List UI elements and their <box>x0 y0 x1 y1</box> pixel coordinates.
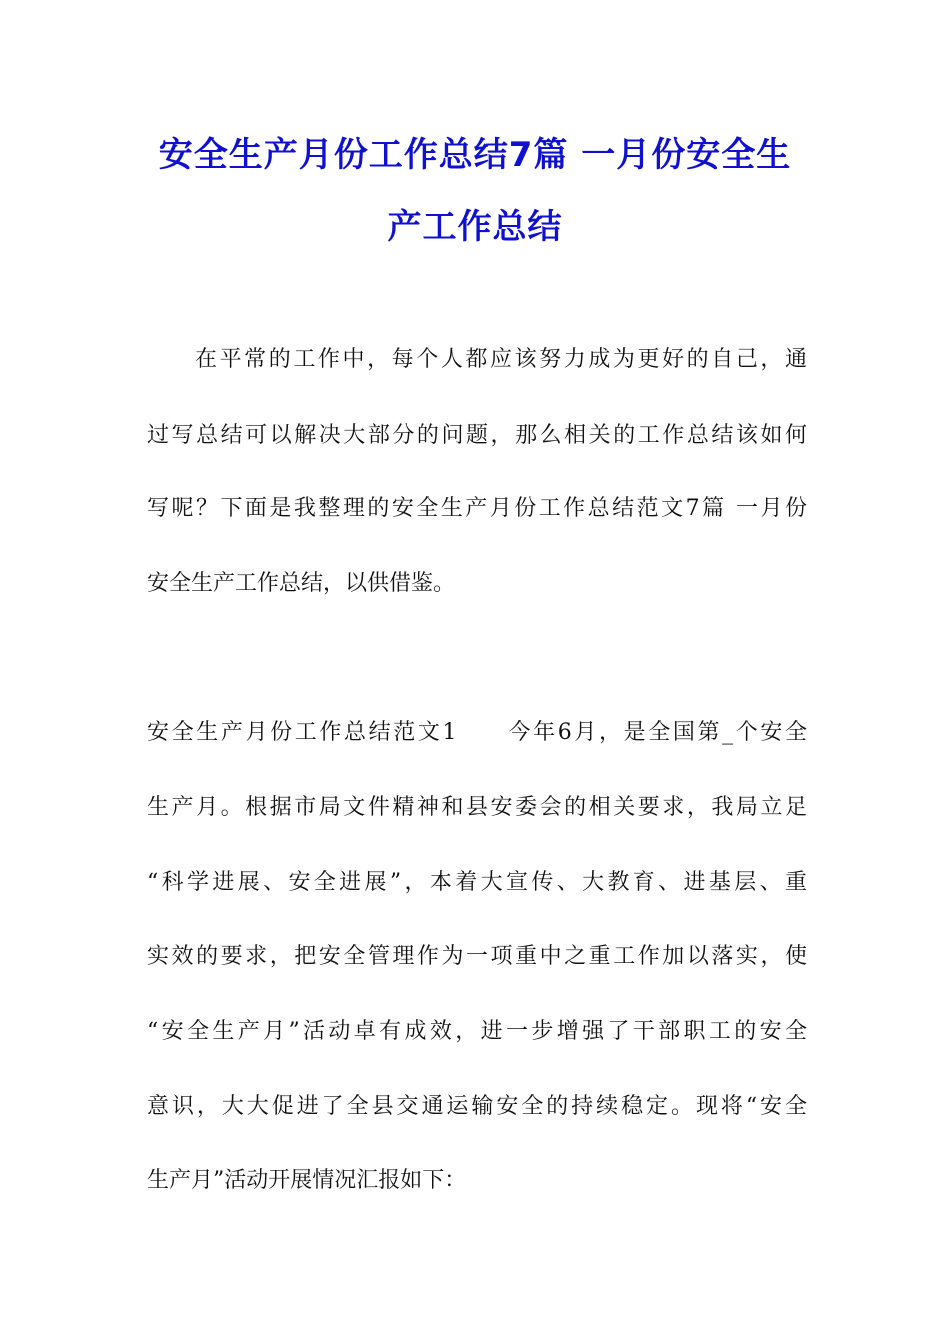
document-title-line-2: 产工作总结 <box>387 207 563 247</box>
section1-line-2: 生产月。根据市局文件精神和县安委会的相关要求，我局立足 <box>147 795 807 820</box>
intro-line-1: 在平常的工作中，每个人都应该努力成为更好的自己，通 <box>195 347 807 372</box>
section1-line-3: “科学进展、安全进展”，本着大宣传、大教育、进基层、重 <box>147 870 807 895</box>
intro-line-2: 过写总结可以解决大部分的问题，那么相关的工作总结该如何 <box>147 423 807 448</box>
document-title-line-1: 安全生产月份工作总结7篇 一月份安全生 <box>158 135 792 175</box>
section1-line-6: 意识，大大促进了全县交通运输安全的持续稳定。现将“安全 <box>147 1094 807 1119</box>
section1-line-7: 生产月”活动开展情况汇报如下： <box>147 1168 467 1193</box>
intro-line-3: 写呢？下面是我整理的安全生产月份工作总结范文7篇 一月份 <box>147 496 807 521</box>
intro-line-4: 安全生产工作总结，以供借鉴。 <box>147 571 456 596</box>
section1-line-1: 安全生产月份工作总结范文1 今年6月，是全国第_个安全 <box>147 720 807 745</box>
section1-line-4: 实效的要求，把安全管理作为一项重中之重工作加以落实，使 <box>147 944 807 969</box>
section1-line-5: “安全生产月”活动卓有成效，进一步增强了干部职工的安全 <box>147 1019 807 1044</box>
